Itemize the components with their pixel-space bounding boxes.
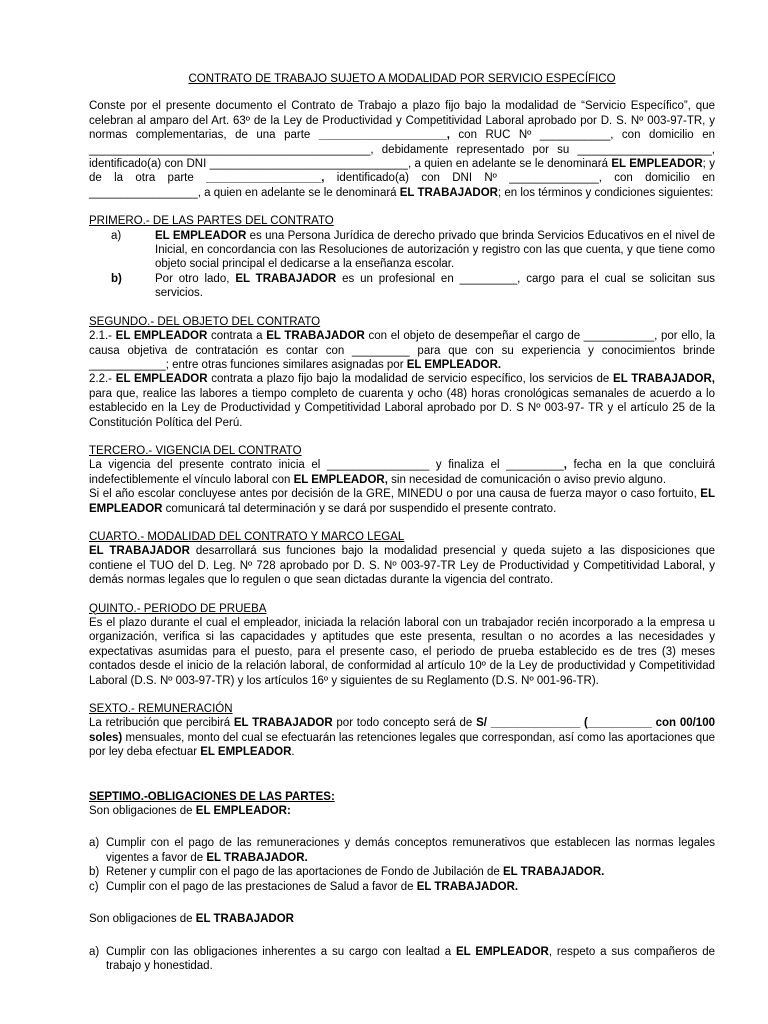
list-item-label: b) — [89, 866, 100, 879]
text-run: Son obligaciones de — [89, 805, 196, 818]
section-primero — [89, 214, 715, 300]
bold-text: EL EMPLEADOR — [155, 229, 247, 242]
text-run: Cumplir con las obligaciones inherentes a su cargo con lealtad a — [106, 945, 456, 958]
section-heading: QUINTO.- PERIODO DE PRUEBA — [89, 602, 267, 615]
bold-text: EL TRABAJADOR — [235, 272, 337, 285]
section-tercero — [89, 444, 715, 516]
text-run: La retribución que percibirá — [89, 717, 234, 730]
list-item — [89, 836, 715, 865]
bold-text: EL EMPLEADOR, — [293, 473, 388, 486]
list-item — [89, 272, 715, 301]
text-run: Por otro lado, — [155, 272, 236, 285]
bold-text: EL EMPLEADOR — [115, 330, 208, 343]
bold-text: EL TRABAJADOR — [195, 913, 294, 926]
employer-obligations-intro — [89, 804, 715, 818]
paragraph — [89, 716, 715, 759]
bold-text: EL TRABAJADOR, — [613, 373, 715, 386]
section-segundo — [89, 315, 715, 430]
list-item-text — [106, 865, 715, 879]
text-run: Conste por el presente documento el Contrato de Trabajo a plazo fijo bajo la modalidad de “Servicio Específico”, que celebran al amparo del Art. 63º de la Ley de Productividad y Competitividad Laboral aprobado por D. S. Nº 003-97-TR, y normas complementarias, de una parte — [89, 100, 715, 142]
text-run: con RUC Nº ___________, con domicilio en ____________________________________________, debidamente representado por su _____________________, identificado(a) con DNI _______________________________, a quien en adelante se le denominará — [89, 129, 715, 171]
paragraph — [89, 544, 715, 587]
bold-text: EL TRABAJADOR — [89, 545, 190, 558]
section-septimo — [89, 790, 715, 974]
text-run: contrata a — [207, 330, 267, 343]
text-run: para que, realice las labores a tiempo completo de cuarenta y ocho (48) horas cronológicas semanales de acuerdo a lo establecido en la Ley de Productividad y Competitividad Laboral aprobado por D. S Nº 003-97- TR y el artículo 25 de la Constitución Política del Perú. — [89, 387, 715, 429]
text-run: Es el plazo durante el cual el empleador, iniciada la relación laboral con un trabajador recién incorporado a la empresa u organización, verifica si las capacidades y aptitudes que este presenta, resultan o no acordes a las necesidades y expectativas asumidas para el puesto, para el presente caso, el periodo de prueba establecido es de tres (3) meses contados desde el inicio de la relación laboral, de conformidad al artículo 10º de la Ley de productividad y Competitividad Laboral (D.S. Nº 003-97-TR) y los artículos 16º y siguientes de su Reglamento (D.S. Nº 001-96-TR). — [89, 617, 715, 687]
section-heading: SEPTIMO.-OBLIGACIONES DE LAS PARTES: — [89, 790, 335, 803]
text-run: 2.1.- — [89, 330, 116, 343]
section-sexto — [89, 702, 715, 760]
text-run: La vigencia del presente contrato inicia el ________________ y finaliza el _________ — [89, 459, 564, 472]
document-title: CONTRATO DE TRABAJO SUJETO A MODALIDAD POR SERVICIO ESPECÍFICO — [188, 73, 616, 85]
list-item — [89, 945, 715, 974]
bold-text: , — [563, 459, 567, 472]
text-run: Retener y cumplir con el pago de las aportaciones de Fondo de Jubilación de — [106, 866, 503, 879]
text-run: comunicará tal determinación y se dará por suspendido el presente contrato. — [162, 502, 557, 515]
paragraph — [89, 329, 715, 372]
text-run: contrata a plazo fijo bajo la modalidad de servicio específico, los servicios de — [207, 373, 614, 386]
section-heading: PRIMERO.- DE LAS PARTES DEL CONTRATO — [89, 215, 334, 228]
list-item-label: a) — [89, 945, 100, 958]
list-item-text — [106, 945, 715, 974]
text-run: , respeto a sus compañeros de trabajo y honestidad. — [106, 945, 715, 972]
list-item-label: a) — [111, 229, 122, 242]
list-item-text — [106, 836, 715, 865]
section-cuarto — [89, 530, 715, 588]
text-run: 2.2.- — [89, 373, 116, 386]
bold-text: __________________, — [206, 172, 325, 185]
text-run: Si el año escolar concluyese antes por decisión de la GRE, MINEDU o por una causa de fuerza mayor o caso fortuito, — [89, 488, 701, 501]
section-heading: SEXTO.- REMUNERACIÓN — [89, 703, 233, 716]
list-item-label: c) — [89, 880, 99, 893]
paragraph — [89, 616, 715, 688]
bold-text: ____________________, — [318, 129, 450, 142]
list-item-text — [106, 880, 715, 894]
text-run: Cumplir con el pago de las remuneraciones y demás conceptos remunerativos que establecen las normas legales vigentes a favor de — [106, 837, 715, 864]
text-run: . — [291, 746, 295, 759]
paragraph — [89, 458, 715, 487]
list — [89, 229, 715, 301]
list-item — [89, 229, 715, 272]
bold-text: EL EMPLEADOR: — [195, 805, 291, 818]
section-heading: SEGUNDO.- DEL OBJETO DEL CONTRATO — [89, 315, 321, 328]
section-quinto — [89, 602, 715, 688]
list-item-text — [155, 272, 715, 301]
section-heading: CUARTO.- MODALIDAD DEL CONTRATO Y MARCO LEGAL — [89, 530, 405, 543]
bold-text: EL EMPLEADOR. — [406, 358, 502, 371]
bold-text: EL EMPLEADOR — [115, 373, 208, 386]
worker-obligations-intro — [89, 912, 715, 926]
document-body — [89, 72, 715, 973]
text-run: fecha en la que concluirá indefectiblemente el vínculo laboral con — [89, 459, 715, 486]
text-run: desarrollará sus funciones bajo la modalidad presencial y queda sujeto a las disposiciones que contiene el TUO del D. Leg. Nº 728 aprobado por D. S. Nº 003-97-TR Ley de Productividad y Competitividad Laboral, y demás normas legales que lo regulen o que sean dictadas durante la vigencia del contrato. — [89, 545, 715, 587]
bold-text: EL EMPLEADOR — [456, 945, 549, 958]
bold-text: EL TRABAJADOR — [233, 717, 333, 730]
bold-text: EL TRABAJADOR. — [416, 880, 519, 893]
list-item-label: a) — [89, 837, 100, 850]
text-run: sin necesidad de comunicación o aviso previo alguno. — [387, 473, 667, 486]
worker-obligations-list — [89, 945, 715, 974]
text-run: es un profesional en _________, cargo para el cual se solicitan sus servicios. — [155, 272, 715, 300]
bold-text: EL TRABAJADOR — [266, 330, 365, 343]
paragraph — [89, 487, 715, 516]
text-run: es una Persona Jurídica de derecho privado que brinda Servicios Educativos en el nivel de Inicial, en concordancia con las Resoluciones de autorización y registro con las que cuenta, y que tiene como objeto social principal el dedicarse a la enseñanza escolar. — [155, 229, 715, 271]
list-item-label: b) — [111, 272, 122, 285]
bold-text: EL TRABAJADOR. — [503, 866, 605, 879]
text-run: por todo concepto será de — [332, 717, 477, 730]
bold-text: S/ ______________ (__________ con 00/100 soles) — [89, 717, 715, 744]
employer-obligations-list — [89, 836, 715, 894]
list-item-text — [155, 229, 715, 272]
list-item — [89, 880, 715, 894]
bold-text: EL TRABAJADOR. — [206, 851, 308, 864]
text-run: mensuales, monto del cual se efectuarán las retenciones legales que correspondan, así como las aportaciones que por ley deba efectuar — [89, 731, 715, 759]
intro-paragraph — [89, 99, 715, 200]
text-run: ; y de la otra parte — [89, 158, 715, 185]
bold-text: EL TRABAJADOR — [399, 186, 498, 199]
bold-text: EL EMPLEADOR — [89, 488, 715, 515]
section-heading: TERCERO.- VIGENCIA DEL CONTRATO — [89, 444, 302, 457]
list-item — [89, 865, 715, 879]
text-run: ; en los términos y condiciones siguientes: — [497, 186, 714, 199]
text-run: Cumplir con el pago de las prestaciones de Salud a favor de — [106, 880, 417, 893]
bold-text: EL EMPLEADOR — [611, 158, 703, 171]
text-run: con el objeto de desempeñar el cargo de ___________, por ello, la causa objetiva de contratación es contar con _________ para que con su experiencia y conocimientos brinde ____________; entre otras funciones similares asignadas por — [89, 330, 715, 371]
text-run: Son obligaciones de — [89, 913, 196, 926]
paragraph — [89, 372, 715, 430]
text-run: identificado(a) con DNI Nº ______________, con domicilio en _________________, a quien en adelante se le denominará — [89, 172, 715, 199]
bold-text: EL EMPLEADOR — [200, 746, 292, 759]
